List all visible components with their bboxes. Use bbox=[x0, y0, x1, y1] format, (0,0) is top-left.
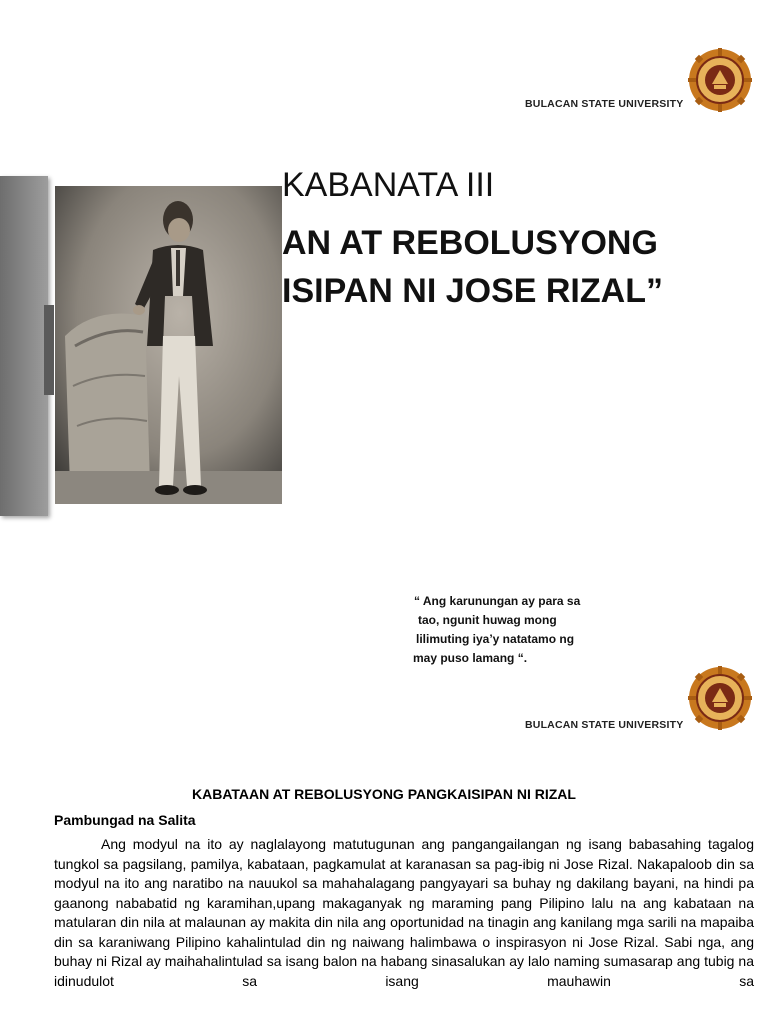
quote-line: “ Ang karunungan ay para sa bbox=[414, 594, 581, 608]
quote-line: may puso lamang “. bbox=[413, 651, 528, 665]
university-seal-logo bbox=[688, 666, 752, 735]
chapter-label: KABANATA III bbox=[282, 166, 495, 204]
quote-line: lilimuting iya’y natatamo ng bbox=[416, 632, 575, 646]
rizal-quote bbox=[408, 592, 608, 668]
university-seal-logo bbox=[688, 48, 752, 117]
decorative-side-bar bbox=[0, 176, 48, 516]
decorative-side-bar-accent bbox=[44, 305, 54, 395]
quote-line: tao, ngunit huwag mong bbox=[418, 613, 557, 627]
title-line-1: AN AT REBOLUSYONG bbox=[282, 224, 658, 262]
section-heading: Pambungad na Salita bbox=[54, 812, 196, 828]
university-name: BULACAN STATE UNIVERSITY bbox=[525, 719, 684, 731]
document-heading: KABATAAN AT REBOLUSYONG PANGKAISIPAN NI RIZAL bbox=[192, 786, 576, 802]
intro-paragraph bbox=[54, 835, 754, 991]
portrait-photo-young-rizal bbox=[55, 186, 282, 504]
paragraph-text: Ang modyul na ito ay naglalayong matutugunan ang pangangailangan ng isang babasahing tagalog tungkol sa pagsilang, pamilya, kabataan, pagkamulat at karanasan sa pag-ibig ni Jose Rizal. Nakapaloob din sa modyul na ito ang naratibo na nauukol sa mahahalagang pangyayari sa buhay ng dakilang bayani, na hindi pa gaanong nababatid ng karamihan,upang makaganyak ng maraming pang Pilipino lalu na ang kabataan na matularan din nila at malaunan ay makita din nila ang oportunidad na tinagin ang kanilang mga sarili na mapaiba din sa karaniwang Pilipino kahalintulad din ng naiwang halimbawa o inspirasyon ni Jose Rizal. Sabi nga, ang buhay ni Rizal ay maihahalintulad sa isang balon na habang sinasalukan ay lalo naming sumasarap ang tubig na idinudulot sa isang mauhawin sa bbox=[54, 836, 754, 989]
title-line-2: ISIPAN NI JOSE RIZAL” bbox=[282, 272, 663, 310]
university-name: BULACAN STATE UNIVERSITY bbox=[525, 98, 684, 110]
